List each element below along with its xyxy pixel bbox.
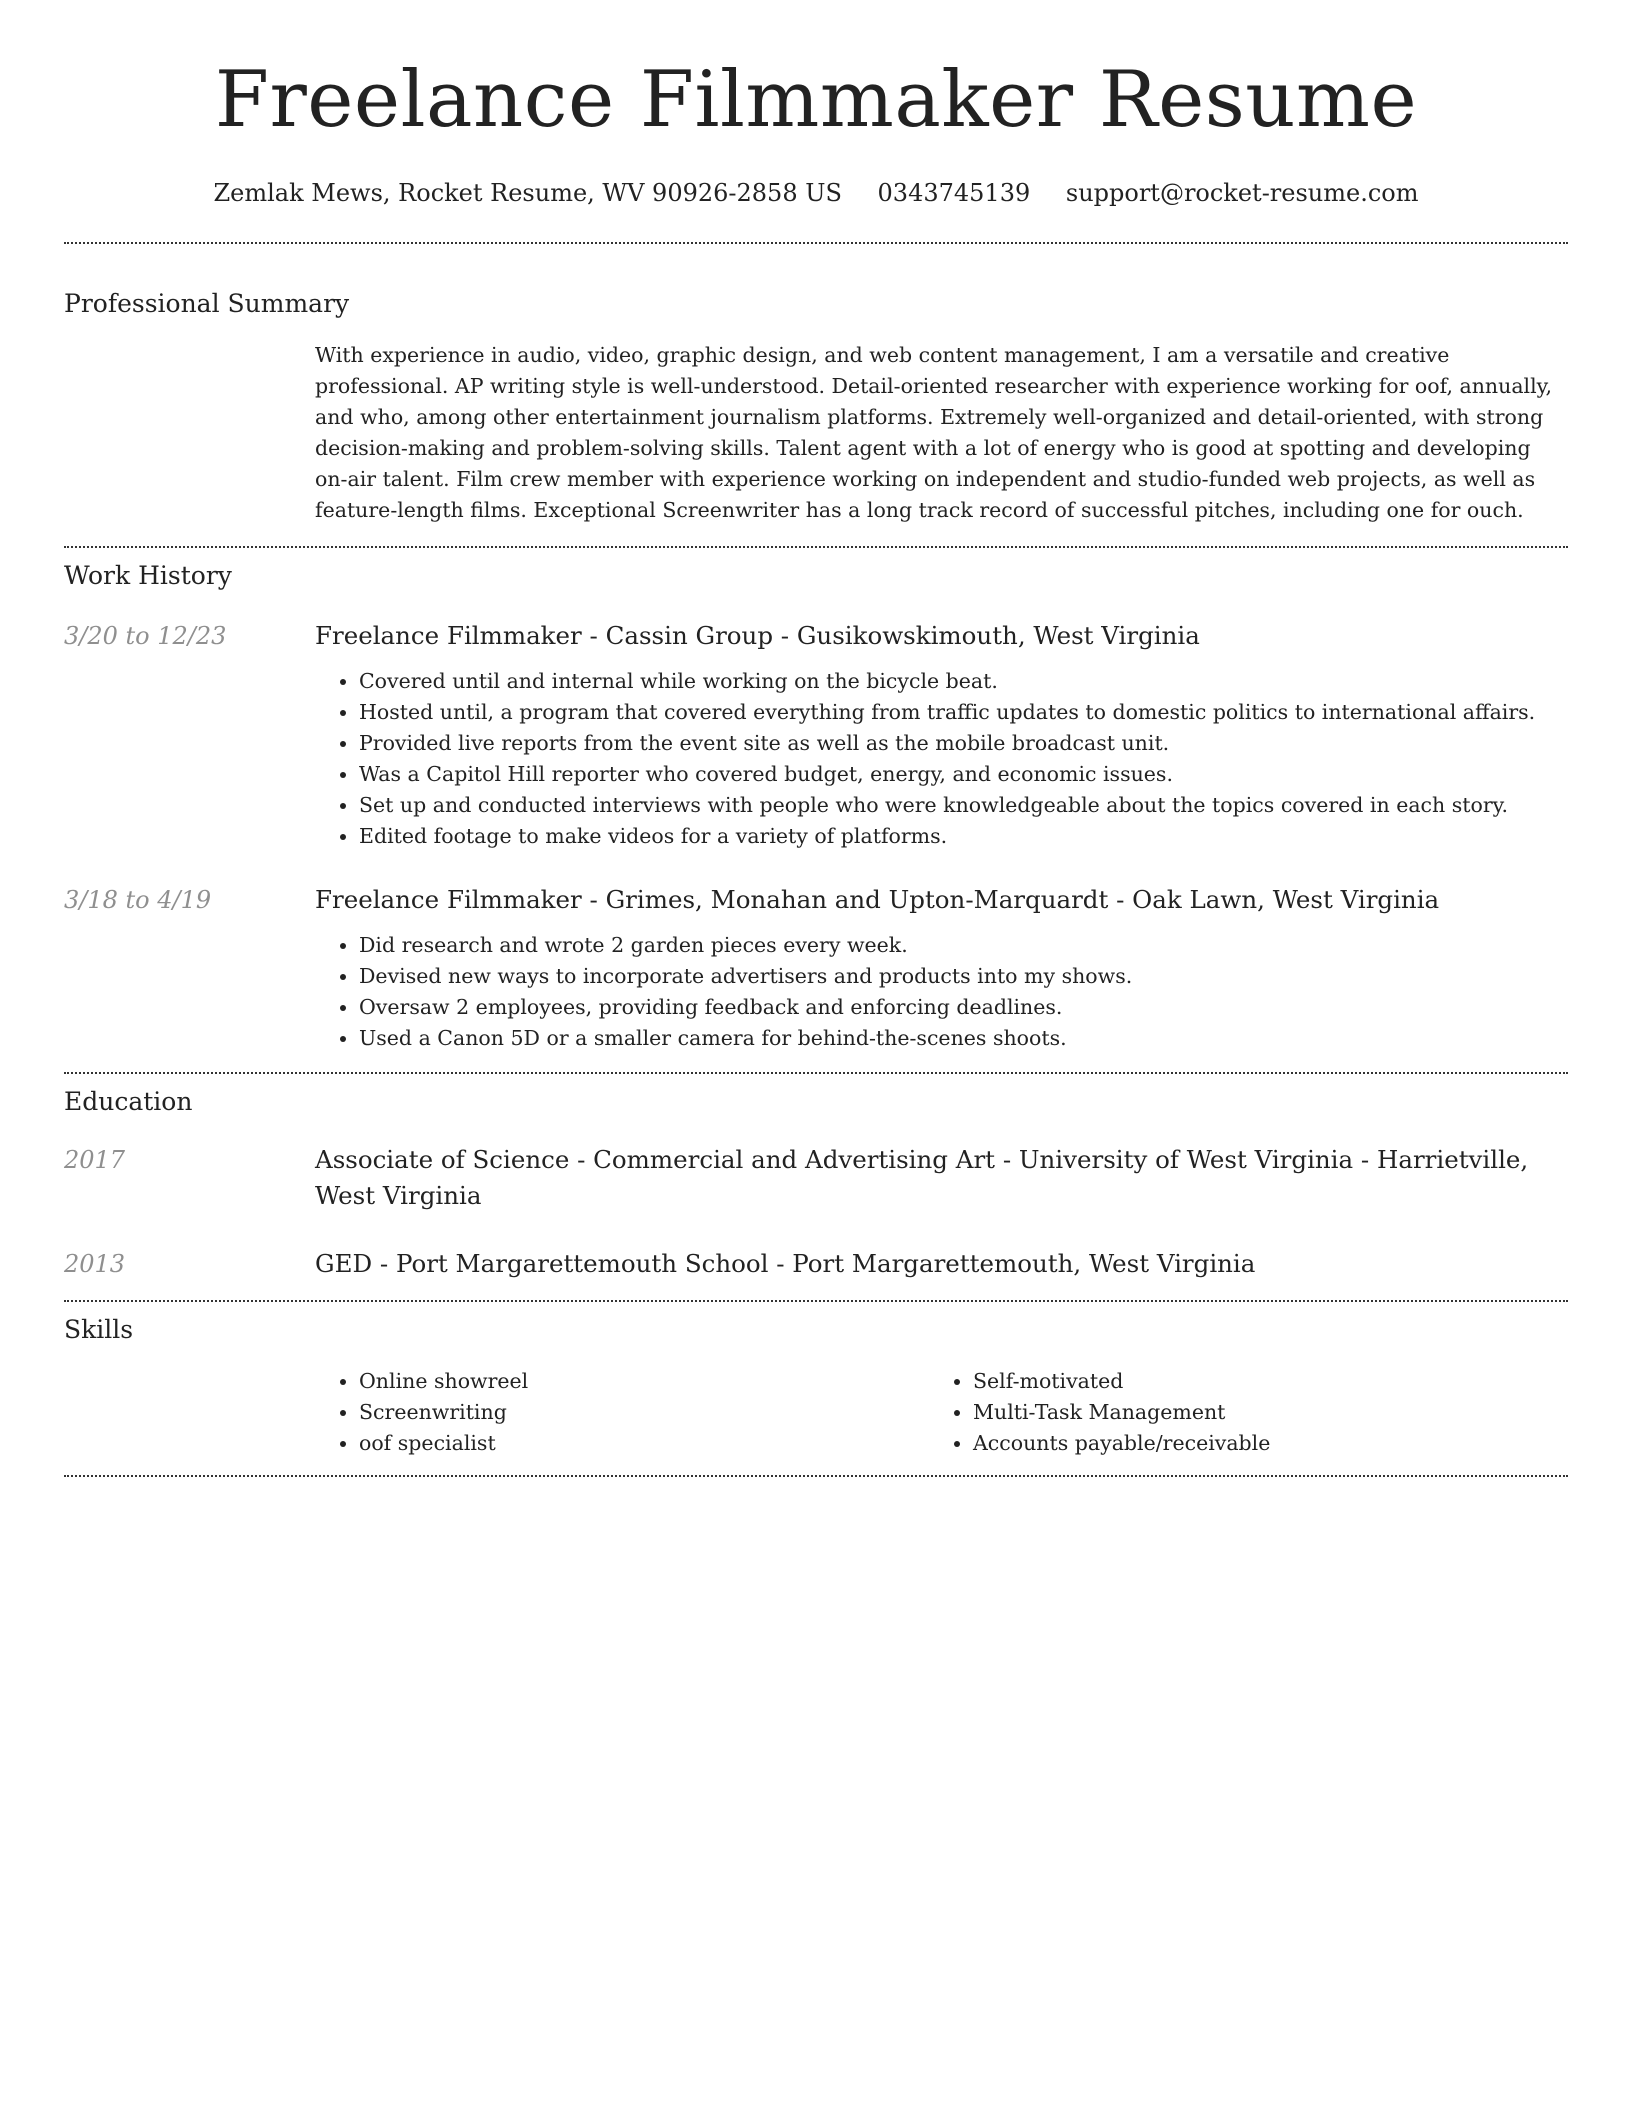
education-year: 2017 (64, 1146, 126, 1174)
skills-column-1 (315, 1366, 929, 1459)
section-divider (64, 546, 1568, 548)
education-details: - Port Margarettemouth School - Port Margarettemouth, West Virginia (372, 1249, 1256, 1278)
list-item: • Hosted until, a program that covered everything from traffic updates to domestic politics to international affairs. (359, 697, 1568, 728)
contact-line (64, 178, 1568, 208)
section-divider (64, 242, 1568, 244)
page-title: Freelance Filmmaker Resume (214, 55, 1418, 145)
job-details: - Grimes, Monahan and Upton-Marquardt - Oak Lawn, West Virginia (581, 885, 1440, 914)
summary-section (64, 288, 1568, 546)
education-degree: Associate of Science - Commercial and Advertising Art (315, 1145, 996, 1174)
contact-address: Zemlak Mews, Rocket Resume, WV 90926-2858 US (213, 179, 842, 207)
section-divider (64, 1300, 1568, 1302)
job-dates: 3/18 to 4/19 (64, 886, 212, 914)
job-entry (64, 618, 1568, 852)
skills-heading: Skills (64, 1315, 134, 1344)
summary-heading: Professional Summary (64, 289, 350, 318)
job-entry (64, 882, 1568, 1054)
list-item: • Accounts payable/receivable (973, 1428, 1543, 1459)
list-item: • Edited footage to make videos for a variety of platforms. (359, 821, 1568, 852)
job-heading (315, 882, 1568, 918)
list-item: • Covered until and internal while working on the bicycle beat. (359, 666, 1568, 697)
list-item: • Devised new ways to incorporate advertisers and products into my shows. (359, 961, 1568, 992)
education-entry (64, 1246, 1568, 1282)
list-item: • Multi-Task Management (973, 1397, 1543, 1428)
list-item: • Self-motivated (973, 1366, 1543, 1397)
job-heading (315, 618, 1568, 654)
list-item: • Screenwriting (359, 1397, 929, 1428)
job-details: - Cassin Group - Gusikowskimouth, West Virginia (581, 621, 1200, 650)
summary-text: With experience in audio, video, graphic design, and web content management, I am a versatile and creative professional. AP writing style is well-understood. Detail-oriented researcher with experience working for oof, annually, and who, among other entertainment journalism platforms. Extremely well-organized and detail-oriented, with strong decision-making and problem-solving skills. Talent agent with a lot of energy who is good at spotting and developing on-air talent. Film crew member with experience working on independent and studio-funded web projects, as well as feature-length films. Exceptional Screenwriter has a long track record of successful pitches, including one for ouch. (315, 343, 1553, 522)
list-item: • Oversaw 2 employees, providing feedback and enforcing deadlines. (359, 992, 1568, 1023)
education-heading: Education (64, 1087, 193, 1116)
resume-header (64, 0, 1568, 208)
education-heading-line (315, 1246, 1568, 1282)
job-title: Freelance Filmmaker (315, 621, 582, 650)
education-degree: GED (315, 1249, 373, 1278)
list-item: • Set up and conducted interviews with people who were knowledgeable about the topics covered in each story. (359, 790, 1568, 821)
work-history-section (64, 560, 1568, 1072)
list-item: • Did research and wrote 2 garden pieces every week. (359, 930, 1568, 961)
job-bullets (315, 666, 1568, 852)
skills-section (64, 1314, 1568, 1475)
list-item: • Was a Capitol Hill reporter who covered budget, energy, and economic issues. (359, 759, 1568, 790)
skills-column-2 (929, 1366, 1543, 1459)
contact-phone: 0343745139 (877, 179, 1031, 207)
section-divider (64, 1072, 1568, 1074)
list-item: • Provided live reports from the event site as well as the mobile broadcast unit. (359, 728, 1568, 759)
section-divider (64, 1475, 1568, 1477)
list-item: • Used a Canon 5D or a smaller camera for behind-the-scenes shoots. (359, 1023, 1568, 1054)
job-dates: 3/20 to 12/23 (64, 622, 227, 650)
education-heading-line (315, 1142, 1568, 1214)
job-title: Freelance Filmmaker (315, 885, 582, 914)
list-item: • Online showreel (359, 1366, 929, 1397)
list-item: • oof specialist (359, 1428, 929, 1459)
education-entry (64, 1142, 1568, 1214)
education-section (64, 1086, 1568, 1300)
education-year: 2013 (64, 1250, 126, 1278)
work-history-heading: Work History (64, 561, 232, 590)
education-details: - University of West Virginia - Harrietville, West Virginia (315, 1145, 1529, 1210)
contact-email: support@rocket-resume.com (1065, 179, 1419, 207)
skills-columns (315, 1366, 1568, 1459)
job-bullets (315, 930, 1568, 1054)
